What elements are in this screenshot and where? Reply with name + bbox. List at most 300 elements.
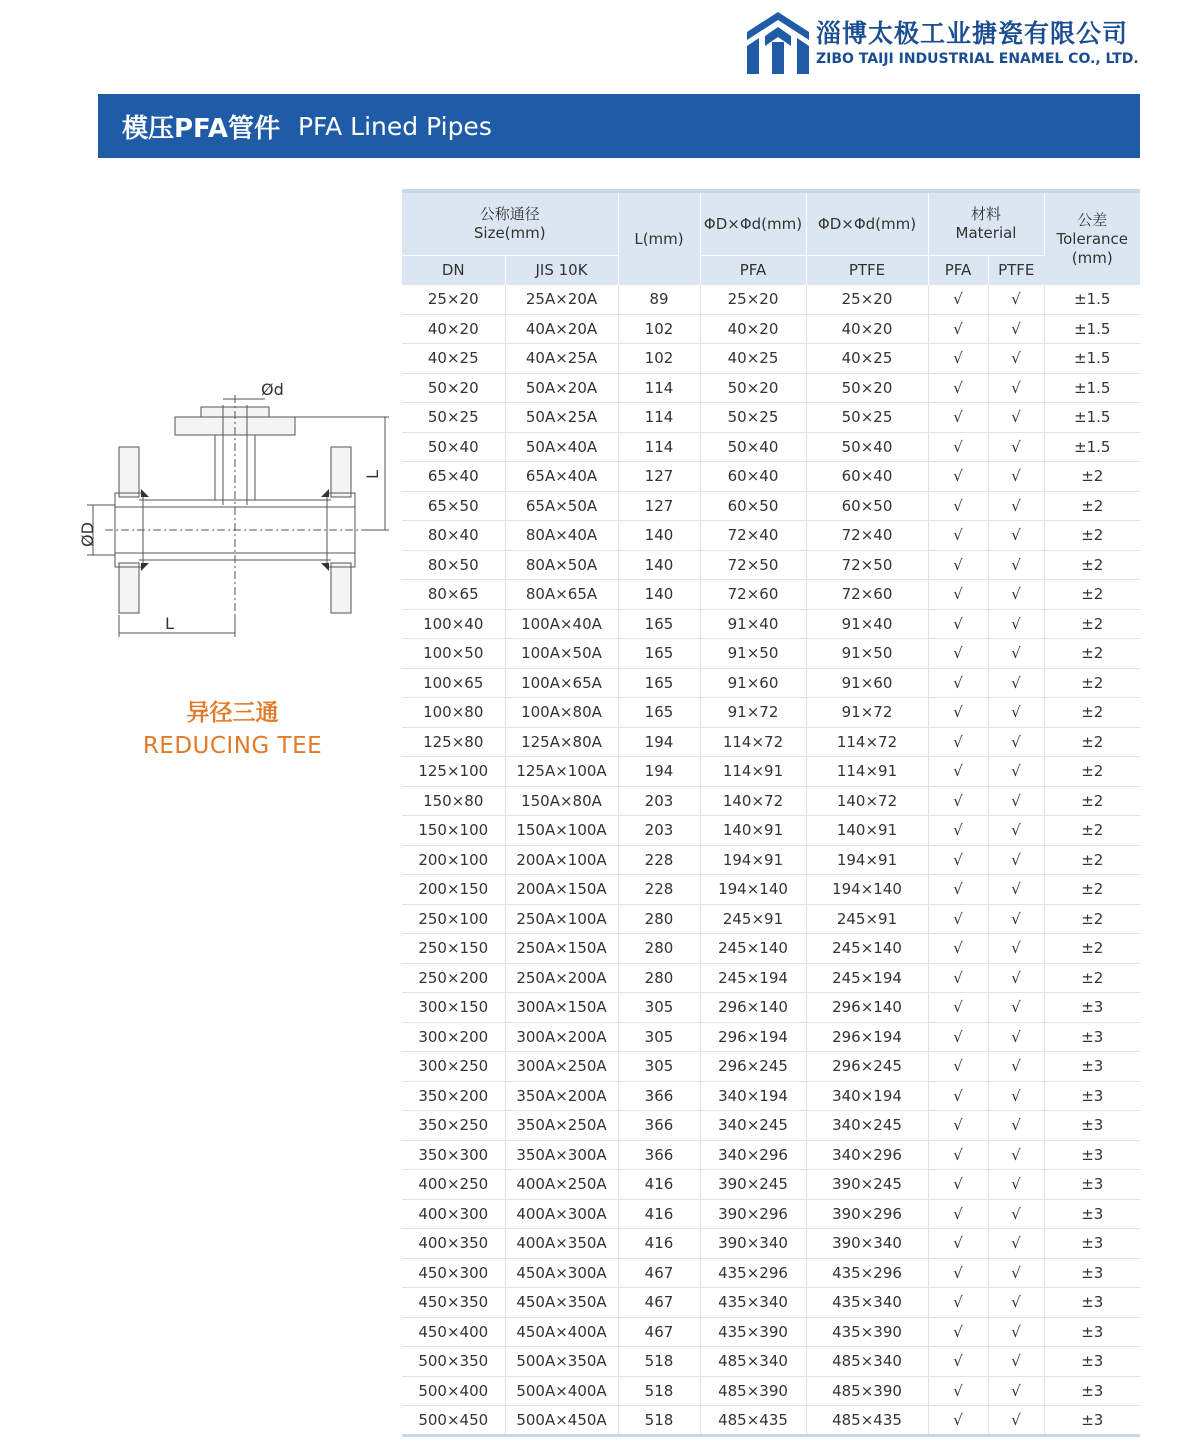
cell-ptfe-dims: 91×40 [806, 609, 928, 639]
table-row [402, 668, 1140, 698]
cell-length: 114 [618, 403, 700, 433]
cell-dn: 250×150 [402, 934, 505, 964]
cell-length: 127 [618, 491, 700, 521]
cell-jis-10k: 50A×40A [505, 432, 618, 462]
cell-length: 102 [618, 314, 700, 344]
table-row [402, 432, 1140, 462]
cell-pfa-material: √ [928, 1022, 988, 1052]
cell-length: 140 [618, 580, 700, 610]
cell-pfa-dims: 72×40 [700, 521, 806, 551]
cell-tolerance: ±2 [1044, 934, 1140, 964]
cell-length: 114 [618, 432, 700, 462]
table-row [402, 904, 1140, 934]
cell-ptfe-material: √ [988, 1229, 1044, 1259]
cell-pfa-dims: 91×50 [700, 639, 806, 669]
cell-ptfe-material: √ [988, 1376, 1044, 1406]
cell-ptfe-material: √ [988, 963, 1044, 993]
cell-length: 518 [618, 1406, 700, 1436]
table-row [402, 314, 1140, 344]
table-row [402, 521, 1140, 551]
drawing-label-id: Ød [261, 380, 284, 399]
cell-length: 89 [618, 285, 700, 314]
cell-ptfe-material: √ [988, 580, 1044, 610]
cell-ptfe-dims: 25×20 [806, 285, 928, 314]
company-name-cn: 淄博太极工业搪瓷有限公司 [816, 19, 1129, 48]
cell-pfa-material: √ [928, 1317, 988, 1347]
table-row [402, 1317, 1140, 1347]
header-ptfe: PTFE [806, 256, 928, 286]
cell-length: 416 [618, 1170, 700, 1200]
cell-dn: 450×350 [402, 1288, 505, 1318]
cell-dn: 450×300 [402, 1258, 505, 1288]
cell-ptfe-material: √ [988, 609, 1044, 639]
cell-tolerance: ±3 [1044, 1317, 1140, 1347]
cell-tolerance: ±1.5 [1044, 373, 1140, 403]
table-row [402, 1376, 1140, 1406]
cell-ptfe-dims: 485×340 [806, 1347, 928, 1377]
cell-length: 127 [618, 462, 700, 492]
cell-length: 366 [618, 1140, 700, 1170]
cell-pfa-dims: 340×194 [700, 1081, 806, 1111]
cell-pfa-dims: 91×40 [700, 609, 806, 639]
cell-dn: 150×100 [402, 816, 505, 846]
cell-ptfe-dims: 194×140 [806, 875, 928, 905]
cell-dn: 300×200 [402, 1022, 505, 1052]
cell-jis-10k: 150A×80A [505, 786, 618, 816]
cell-ptfe-material: √ [988, 373, 1044, 403]
cell-pfa-dims: 485×390 [700, 1376, 806, 1406]
cell-jis-10k: 450A×400A [505, 1317, 618, 1347]
cell-ptfe-material: √ [988, 698, 1044, 728]
cell-ptfe-dims: 140×91 [806, 816, 928, 846]
header-mat-pfa: PFA [928, 256, 988, 286]
cell-dn: 65×50 [402, 491, 505, 521]
cell-pfa-material: √ [928, 344, 988, 374]
cell-tolerance: ±3 [1044, 1199, 1140, 1229]
cell-pfa-material: √ [928, 1199, 988, 1229]
cell-tolerance: ±3 [1044, 1376, 1140, 1406]
cell-length: 280 [618, 934, 700, 964]
cell-length: 165 [618, 609, 700, 639]
cell-dn: 400×300 [402, 1199, 505, 1229]
cell-dn: 300×250 [402, 1052, 505, 1082]
header-tolerance [1044, 193, 1140, 285]
cell-jis-10k: 400A×350A [505, 1229, 618, 1259]
reducing-tee-drawing [75, 375, 405, 640]
cell-dn: 100×80 [402, 698, 505, 728]
cell-ptfe-material: √ [988, 1317, 1044, 1347]
cell-ptfe-dims: 245×91 [806, 904, 928, 934]
cell-length: 305 [618, 1022, 700, 1052]
cell-ptfe-dims: 390×245 [806, 1170, 928, 1200]
cell-dn: 400×350 [402, 1229, 505, 1259]
cell-ptfe-dims: 50×25 [806, 403, 928, 433]
cell-ptfe-material: √ [988, 344, 1044, 374]
cell-dn: 80×65 [402, 580, 505, 610]
cell-ptfe-dims: 390×296 [806, 1199, 928, 1229]
header-material-en: Material [955, 224, 1017, 242]
cell-ptfe-material: √ [988, 993, 1044, 1023]
cell-length: 366 [618, 1081, 700, 1111]
header-mat-ptfe: PTFE [988, 256, 1044, 286]
cell-tolerance: ±3 [1044, 1406, 1140, 1436]
table-row [402, 373, 1140, 403]
cell-pfa-dims: 340×296 [700, 1140, 806, 1170]
cell-pfa-material: √ [928, 550, 988, 580]
company-name-en: ZIBO TAIJI INDUSTRIAL ENAMEL CO., LTD. [816, 51, 1139, 67]
cell-ptfe-material: √ [988, 285, 1044, 314]
cell-jis-10k: 100A×50A [505, 639, 618, 669]
table-row [402, 403, 1140, 433]
cell-ptfe-dims: 60×50 [806, 491, 928, 521]
cell-pfa-dims: 40×20 [700, 314, 806, 344]
cell-pfa-dims: 72×50 [700, 550, 806, 580]
table-row [402, 1229, 1140, 1259]
cell-pfa-dims: 50×25 [700, 403, 806, 433]
cell-pfa-material: √ [928, 757, 988, 787]
cell-dn: 125×80 [402, 727, 505, 757]
cell-tolerance: ±2 [1044, 698, 1140, 728]
cell-pfa-material: √ [928, 993, 988, 1023]
header-tol-cn: 公差 [1077, 210, 1108, 229]
cell-pfa-material: √ [928, 1288, 988, 1318]
header-dd-pfa: ΦD×Φd(mm) [700, 193, 806, 256]
cell-pfa-material: √ [928, 1258, 988, 1288]
cell-dn: 65×40 [402, 462, 505, 492]
cell-pfa-dims: 390×245 [700, 1170, 806, 1200]
cell-length: 518 [618, 1347, 700, 1377]
cell-tolerance: ±2 [1044, 639, 1140, 669]
cell-pfa-material: √ [928, 904, 988, 934]
cell-tolerance: ±3 [1044, 1140, 1140, 1170]
cell-ptfe-material: √ [988, 904, 1044, 934]
cell-ptfe-dims: 390×340 [806, 1229, 928, 1259]
cell-tolerance: ±2 [1044, 550, 1140, 580]
header-jis: JIS 10K [505, 256, 618, 286]
cell-ptfe-material: √ [988, 314, 1044, 344]
cell-jis-10k: 500A×350A [505, 1347, 618, 1377]
cell-pfa-dims: 194×140 [700, 875, 806, 905]
cell-tolerance: ±3 [1044, 1229, 1140, 1259]
cell-jis-10k: 100A×80A [505, 698, 618, 728]
cell-pfa-material: √ [928, 786, 988, 816]
cell-ptfe-dims: 296×194 [806, 1022, 928, 1052]
header-size-cn: 公称通径 [479, 205, 540, 223]
table-row [402, 1258, 1140, 1288]
cell-pfa-material: √ [928, 580, 988, 610]
section-title-en: PFA Lined Pipes [297, 111, 492, 141]
cell-jis-10k: 250A×100A [505, 904, 618, 934]
cell-jis-10k: 200A×100A [505, 845, 618, 875]
cell-length: 416 [618, 1229, 700, 1259]
cell-pfa-dims: 485×435 [700, 1406, 806, 1436]
cell-tolerance: ±2 [1044, 786, 1140, 816]
drawing-label-l-bottom: L [165, 614, 174, 633]
cell-tolerance: ±1.5 [1044, 403, 1140, 433]
cell-jis-10k: 50A×20A [505, 373, 618, 403]
cell-jis-10k: 80A×65A [505, 580, 618, 610]
table-row [402, 757, 1140, 787]
cell-jis-10k: 400A×300A [505, 1199, 618, 1229]
header-dn: DN [402, 256, 505, 286]
cell-tolerance: ±2 [1044, 757, 1140, 787]
cell-ptfe-material: √ [988, 1288, 1044, 1318]
section-title-cn: 模压PFA管件 [122, 113, 280, 144]
cell-ptfe-material: √ [988, 1022, 1044, 1052]
cell-pfa-material: √ [928, 1111, 988, 1141]
cell-dn: 100×50 [402, 639, 505, 669]
cell-tolerance: ±2 [1044, 904, 1140, 934]
table-row [402, 934, 1140, 964]
header-size-en: Size(mm) [473, 224, 546, 242]
cell-dn: 100×40 [402, 609, 505, 639]
cell-jis-10k: 150A×100A [505, 816, 618, 846]
cell-pfa-dims: 60×40 [700, 462, 806, 492]
cell-ptfe-material: √ [988, 1052, 1044, 1082]
cell-ptfe-dims: 91×50 [806, 639, 928, 669]
cell-tolerance: ±2 [1044, 845, 1140, 875]
header-material [928, 193, 1044, 256]
table-row [402, 344, 1140, 374]
cell-pfa-material: √ [928, 845, 988, 875]
cell-length: 203 [618, 786, 700, 816]
cell-ptfe-material: √ [988, 1140, 1044, 1170]
cell-jis-10k: 125A×80A [505, 727, 618, 757]
cell-pfa-dims: 390×340 [700, 1229, 806, 1259]
cell-ptfe-material: √ [988, 1199, 1044, 1229]
cell-ptfe-dims: 435×340 [806, 1288, 928, 1318]
table-row [402, 1140, 1140, 1170]
cell-tolerance: ±1.5 [1044, 285, 1140, 314]
cell-dn: 250×100 [402, 904, 505, 934]
cell-ptfe-dims: 114×72 [806, 727, 928, 757]
cell-ptfe-material: √ [988, 432, 1044, 462]
cell-pfa-material: √ [928, 403, 988, 433]
cell-tolerance: ±2 [1044, 816, 1140, 846]
cell-jis-10k: 65A×40A [505, 462, 618, 492]
cell-ptfe-dims: 40×25 [806, 344, 928, 374]
cell-ptfe-material: √ [988, 1258, 1044, 1288]
cell-tolerance: ±1.5 [1044, 314, 1140, 344]
drawing-label-l-side: L [363, 470, 382, 479]
cell-ptfe-dims: 114×91 [806, 757, 928, 787]
cell-length: 280 [618, 904, 700, 934]
cell-ptfe-material: √ [988, 816, 1044, 846]
cell-pfa-material: √ [928, 491, 988, 521]
cell-ptfe-dims: 296×245 [806, 1052, 928, 1082]
cell-ptfe-material: √ [988, 727, 1044, 757]
table-row [402, 875, 1140, 905]
cell-ptfe-dims: 72×50 [806, 550, 928, 580]
cell-ptfe-dims: 340×245 [806, 1111, 928, 1141]
cell-ptfe-dims: 140×72 [806, 786, 928, 816]
header-tol-en: Tolerance [1056, 229, 1129, 248]
cell-jis-10k: 125A×100A [505, 757, 618, 787]
cell-ptfe-dims: 245×140 [806, 934, 928, 964]
header-l: L(mm) [618, 193, 700, 285]
cell-tolerance: ±2 [1044, 521, 1140, 551]
cell-pfa-material: √ [928, 639, 988, 669]
table-bottom-rule [402, 1434, 1140, 1437]
cell-jis-10k: 450A×300A [505, 1258, 618, 1288]
cell-length: 228 [618, 845, 700, 875]
cell-jis-10k: 500A×450A [505, 1406, 618, 1436]
header-tol-unit: (mm) [1071, 248, 1113, 267]
cell-pfa-dims: 390×296 [700, 1199, 806, 1229]
cell-length: 416 [618, 1199, 700, 1229]
cell-jis-10k: 350A×250A [505, 1111, 618, 1141]
cell-ptfe-dims: 485×390 [806, 1376, 928, 1406]
cell-pfa-dims: 40×25 [700, 344, 806, 374]
cell-pfa-material: √ [928, 727, 988, 757]
table-row [402, 1052, 1140, 1082]
cell-pfa-material: √ [928, 934, 988, 964]
cell-dn: 150×80 [402, 786, 505, 816]
drawing-label-od: ØD [78, 522, 97, 547]
cell-pfa-material: √ [928, 462, 988, 492]
cell-tolerance: ±2 [1044, 875, 1140, 905]
cell-ptfe-dims: 40×20 [806, 314, 928, 344]
cell-jis-10k: 200A×150A [505, 875, 618, 905]
cell-pfa-dims: 296×194 [700, 1022, 806, 1052]
cell-jis-10k: 350A×200A [505, 1081, 618, 1111]
cell-pfa-material: √ [928, 963, 988, 993]
cell-ptfe-material: √ [988, 639, 1044, 669]
cell-pfa-dims: 435×296 [700, 1258, 806, 1288]
cell-pfa-dims: 435×390 [700, 1317, 806, 1347]
cell-ptfe-dims: 485×435 [806, 1406, 928, 1436]
cell-length: 114 [618, 373, 700, 403]
cell-pfa-dims: 245×91 [700, 904, 806, 934]
cell-ptfe-material: √ [988, 845, 1044, 875]
cell-tolerance: ±2 [1044, 727, 1140, 757]
cell-ptfe-material: √ [988, 875, 1044, 905]
cell-ptfe-material: √ [988, 1406, 1044, 1436]
cell-ptfe-dims: 91×72 [806, 698, 928, 728]
spec-table-body [402, 285, 1140, 1435]
cell-tolerance: ±3 [1044, 1170, 1140, 1200]
cell-pfa-dims: 140×91 [700, 816, 806, 846]
table-row [402, 786, 1140, 816]
table-row [402, 580, 1140, 610]
cell-pfa-dims: 50×40 [700, 432, 806, 462]
cell-jis-10k: 100A×65A [505, 668, 618, 698]
cell-dn: 50×25 [402, 403, 505, 433]
cell-jis-10k: 500A×400A [505, 1376, 618, 1406]
spec-table [402, 193, 1140, 1436]
cell-dn: 50×20 [402, 373, 505, 403]
cell-ptfe-dims: 435×296 [806, 1258, 928, 1288]
cell-ptfe-dims: 340×296 [806, 1140, 928, 1170]
table-row [402, 1406, 1140, 1436]
cell-pfa-dims: 435×340 [700, 1288, 806, 1318]
cell-ptfe-dims: 340×194 [806, 1081, 928, 1111]
cell-jis-10k: 400A×250A [505, 1170, 618, 1200]
header-dd-ptfe: ΦD×Φd(mm) [806, 193, 928, 256]
cell-dn: 350×250 [402, 1111, 505, 1141]
cell-pfa-material: √ [928, 285, 988, 314]
cell-ptfe-dims: 50×40 [806, 432, 928, 462]
cell-pfa-material: √ [928, 1229, 988, 1259]
cell-jis-10k: 100A×40A [505, 609, 618, 639]
cell-tolerance: ±3 [1044, 1111, 1140, 1141]
cell-pfa-material: √ [928, 1170, 988, 1200]
header-size [402, 193, 618, 256]
cell-pfa-material: √ [928, 1376, 988, 1406]
cell-jis-10k: 300A×250A [505, 1052, 618, 1082]
cell-dn: 450×400 [402, 1317, 505, 1347]
cell-dn: 250×200 [402, 963, 505, 993]
cell-ptfe-material: √ [988, 786, 1044, 816]
cell-ptfe-material: √ [988, 521, 1044, 551]
cell-ptfe-material: √ [988, 1347, 1044, 1377]
cell-dn: 25×20 [402, 285, 505, 314]
cell-ptfe-dims: 194×91 [806, 845, 928, 875]
cell-tolerance: ±3 [1044, 993, 1140, 1023]
cell-tolerance: ±3 [1044, 1258, 1140, 1288]
table-row [402, 1347, 1140, 1377]
cell-jis-10k: 80A×50A [505, 550, 618, 580]
cell-dn: 200×100 [402, 845, 505, 875]
cell-pfa-material: √ [928, 816, 988, 846]
cell-ptfe-material: √ [988, 403, 1044, 433]
cell-tolerance: ±1.5 [1044, 432, 1140, 462]
cell-pfa-dims: 296×245 [700, 1052, 806, 1082]
cell-ptfe-dims: 435×390 [806, 1317, 928, 1347]
cell-pfa-dims: 91×60 [700, 668, 806, 698]
cell-tolerance: ±2 [1044, 609, 1140, 639]
cell-ptfe-material: √ [988, 934, 1044, 964]
cell-dn: 350×300 [402, 1140, 505, 1170]
table-row [402, 1288, 1140, 1318]
cell-ptfe-material: √ [988, 491, 1044, 521]
cell-pfa-material: √ [928, 698, 988, 728]
cell-pfa-dims: 194×91 [700, 845, 806, 875]
cell-jis-10k: 40A×20A [505, 314, 618, 344]
cell-pfa-material: √ [928, 1052, 988, 1082]
cell-length: 467 [618, 1317, 700, 1347]
company-logo-icon [745, 12, 811, 74]
cell-ptfe-dims: 72×60 [806, 580, 928, 610]
cell-pfa-material: √ [928, 432, 988, 462]
cell-pfa-material: √ [928, 1406, 988, 1436]
cell-ptfe-dims: 72×40 [806, 521, 928, 551]
cell-tolerance: ±3 [1044, 1052, 1140, 1082]
table-row [402, 993, 1140, 1023]
cell-length: 305 [618, 993, 700, 1023]
cell-length: 140 [618, 521, 700, 551]
cell-pfa-material: √ [928, 314, 988, 344]
cell-pfa-material: √ [928, 1081, 988, 1111]
cell-jis-10k: 25A×20A [505, 285, 618, 314]
cell-dn: 100×65 [402, 668, 505, 698]
section-title-bar [98, 94, 1140, 158]
cell-length: 305 [618, 1052, 700, 1082]
table-row [402, 1081, 1140, 1111]
table-row [402, 462, 1140, 492]
cell-pfa-dims: 140×72 [700, 786, 806, 816]
table-row [402, 845, 1140, 875]
cell-length: 165 [618, 698, 700, 728]
cell-tolerance: ±2 [1044, 963, 1140, 993]
cell-length: 366 [618, 1111, 700, 1141]
cell-length: 165 [618, 668, 700, 698]
cell-length: 467 [618, 1288, 700, 1318]
cell-dn: 40×20 [402, 314, 505, 344]
cell-ptfe-dims: 296×140 [806, 993, 928, 1023]
cell-pfa-material: √ [928, 521, 988, 551]
cell-length: 102 [618, 344, 700, 374]
